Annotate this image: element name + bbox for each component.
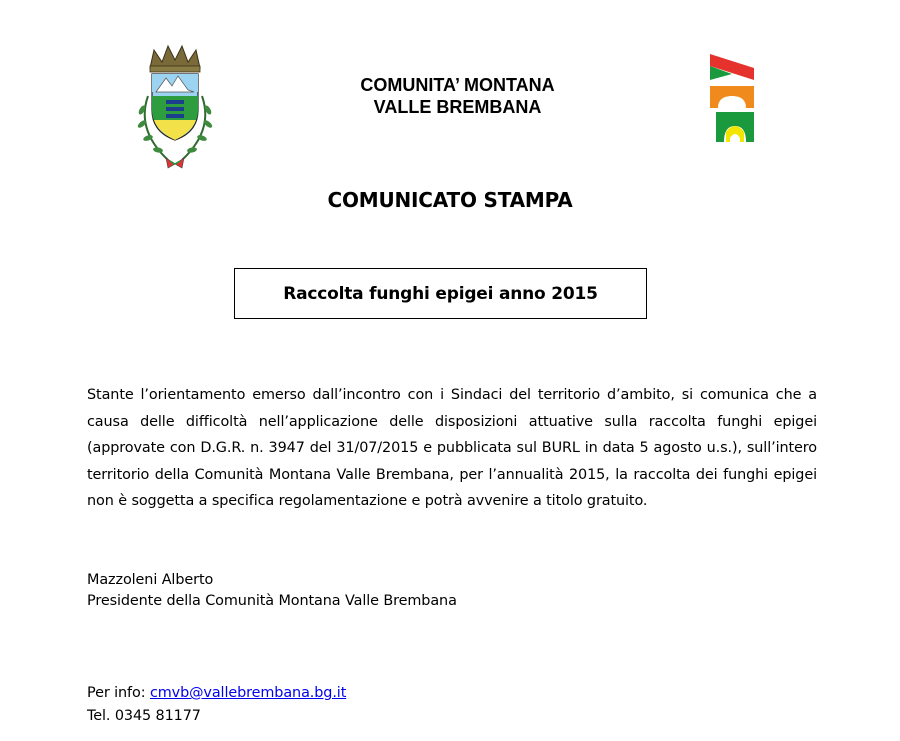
contact-email-line [87, 682, 346, 705]
contact-phone: Tel. 0345 81177 [87, 708, 201, 724]
subject-title: Raccolta funghi epigei anno 2015 [283, 283, 598, 304]
contact-label: Per info: [87, 685, 146, 701]
signature-block [87, 570, 457, 612]
document-type-heading: COMUNICATO STAMPA [327, 188, 573, 212]
contact-info [87, 682, 346, 728]
municipal-crest-icon [120, 40, 230, 180]
subject-box [234, 268, 647, 319]
organization-name [300, 74, 615, 118]
organization-name-line1: COMUNITA’ MONTANA [360, 75, 555, 95]
comunita-montana-logo-icon [702, 50, 762, 145]
press-release-body: Stante l’orientamento emerso dall’incontro con i Sindaci del territorio d’ambito, si comunica che a causa delle difficoltà nell’applicazione delle disposizioni attuative sulla raccolta funghi epigei (approvate con D.G.R. n. 3947 del 31/07/2015 e pubblicata sul BURL in data 5 agosto u.s.), sull’intero territorio della Comunità Montana Valle Brembana, per l’annualità 2015, la raccolta dei funghi epigei non è soggetta a specifica regolamentazione e potrà avvenire a titolo gratuito. [87, 387, 817, 509]
signatory-name: Mazzoleni Alberto [87, 572, 214, 588]
contact-email-link[interactable]: cmvb@vallebrembana.bg.it [149, 685, 347, 701]
signatory-role: Presidente della Comunità Montana Valle Brembana [87, 593, 457, 609]
organization-name-line2: VALLE BREMBANA [373, 97, 542, 117]
